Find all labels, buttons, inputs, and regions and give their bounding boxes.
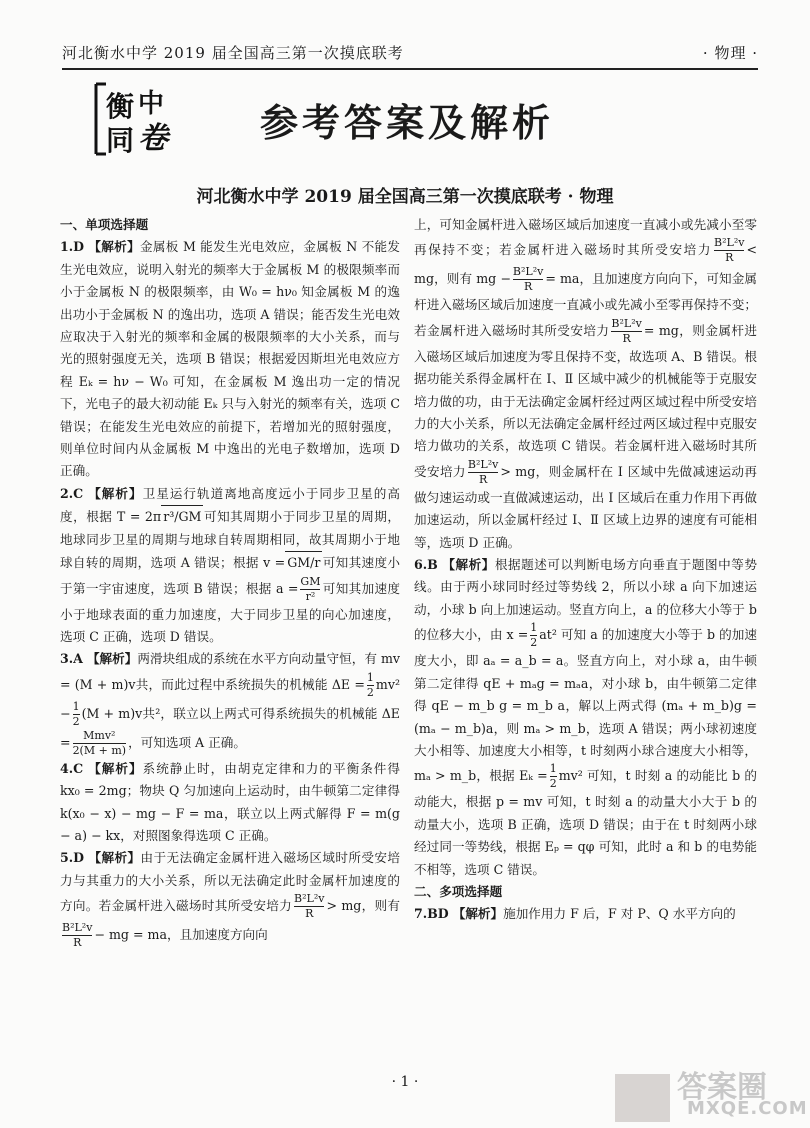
q6-frac1: $\frac{1}{2}$	[530, 621, 538, 650]
watermark-url: MXQE.COM	[687, 1098, 808, 1119]
section-multiple-choice: 二、多项选择题	[414, 883, 503, 899]
header-left: 河北衡水中学 2019 届全国高三第一次摸底联考	[62, 44, 404, 62]
q5b-text1: 上，可知金属杆进入磁场区域后加速度一直减小或先减小至零再保持不变；若金属杆进入磁场时其所受安培力	[414, 217, 757, 258]
q3-text1: 两滑块组成的系统在水平方向动量守恒，有 mv = (M + m)v共，而此过程中系统损失的机械能 ΔE =	[60, 651, 401, 692]
answer-q3	[60, 648, 400, 757]
q5b-text5: > mg，则金属杆在 Ⅰ 区域中先做减速运动再做匀速运动或一直做减速运动，出 Ⅰ 区域后在重力作用下再做加速运动，所以金属杆经过 Ⅰ、Ⅱ 区域上边界的速度有可能相等，选项 D 正确。	[414, 463, 757, 550]
answer-q2	[60, 483, 400, 648]
watermark	[615, 1062, 808, 1122]
right-column	[414, 214, 757, 926]
q3-number: 3.A	[60, 651, 83, 667]
answer-q6	[414, 554, 757, 881]
main-title: 参考答案及解析	[260, 101, 555, 145]
q5-text1: 由于无法确定金属杆进入磁场区域时所受安培力与其重力的大小关系，所以无法确定此时金属杆加速度的方向。若金属杆进入磁场时其所受安培力	[60, 850, 400, 914]
q3-text4: ，可知选项 A 正确。	[128, 734, 246, 750]
q6-text3: mv² 可知，t 时刻 a 的动能比 b 的动能大，根据 p = mv 可知，t 时刻 a 的动量大小大于 b 的动量大小，选项 B 正确，选项 D 错误；由于在 t 时刻两小球经过同一等势线，根据 Eₚ = qφ 可知，此时 a 和 b 的电势能不相等，选项 C 错误。	[414, 768, 757, 877]
q3-frac1: $\frac{1}{2}$	[366, 670, 374, 699]
q2-text1: 卫星运行轨道离地高度远小于同步卫星的高度，根据 T = 2π	[60, 485, 400, 525]
q7-tag: 【解析】	[452, 906, 504, 922]
q2-frac: $\frac{GM}{\text{r²}}$	[300, 574, 321, 603]
q3-frac3: $\frac{\text{Mmv²}}{2(M + m)}$	[72, 728, 127, 757]
q5b-frac1: $\frac{\text{B²L²v}}{R}$	[714, 236, 745, 265]
q4-number: 4.C	[60, 760, 84, 776]
q3-tag: 【解析】	[86, 651, 138, 667]
q5b-text4: = mg，则金属杆进入磁场区域后加速度为零且保持不变，故选项 A、B 错误。根据功能关系得金属杆在 Ⅰ、Ⅱ 区域中减少的机械能等于克服安培力做的功，由于无法确定金属杆经过两区域过程中所受安培力的大小关系，所以无法确定金属杆经过两区域过程中克服安培力做功的关系，故选项 C 错误。若金属杆进入磁场时其所受安培力	[414, 322, 758, 479]
svg-text:衡: 衡	[106, 90, 135, 123]
q2-number: 2.C	[60, 485, 84, 501]
answer-q7	[414, 903, 757, 925]
q2-text3: 可知其速度小于第一宇宙速度，选项 B 错误；根据 a =	[60, 555, 401, 596]
q2-sqrt2: GM/r	[285, 551, 322, 574]
q6-number: 6.B	[414, 557, 438, 573]
watermark-text: 答案圈	[677, 1070, 767, 1105]
q3-text3: (M + m)v共²，联立以上两式可得系统损失的机械能 ΔE =	[60, 705, 400, 750]
q5b-text2: < mg，则有 mg −	[414, 242, 757, 287]
q6-tag: 【解析】	[442, 557, 495, 573]
q4-tag: 【解析】	[88, 760, 143, 776]
q7-text: 施加作用力 F 后，F 对 P、Q 水平方向的	[503, 906, 736, 922]
q5-text3: − mg = ma，且加速度方向向	[94, 927, 268, 943]
q5-frac2: $\frac{\text{B²L²v}}{R}$	[62, 921, 93, 950]
q1-tag: 【解析】	[88, 239, 140, 255]
q6-text1: 根据题述可以判断电场方向垂直于题图中等势线。由于两小球同时经过等势线 2，所以小球 a 向下加速运动，小球 b 向上加速运动。竖直方向上，a 的位移大小等于 b 的位移大小，由 x =	[414, 557, 757, 643]
q5-tag: 【解析】	[88, 850, 141, 866]
page-number: · 1 ·	[391, 1074, 419, 1090]
answer-q1	[60, 236, 400, 482]
q2-text4: 可知其加速度小于地球表面的重力加速度，大于同步卫星的向心加速度，选项 C 正确，选项 D 错误。	[60, 580, 401, 644]
svg-text:同: 同	[106, 124, 135, 157]
q5b-frac4: $\frac{\text{B²L²v}}{R}$	[467, 457, 499, 486]
watermark-box	[615, 1074, 670, 1122]
q3-text2: mv² −	[60, 676, 400, 721]
q1-number: 1.D	[60, 239, 85, 255]
subtitle: 河北衡水中学 2019 届全国高三第一次摸底联考 · 物理	[196, 187, 614, 207]
q6-frac2: $\frac{1}{2}$	[549, 762, 557, 791]
left-column	[60, 214, 400, 950]
section-single-choice: 一、单项选择题	[60, 217, 149, 232]
page-header	[62, 40, 758, 70]
q5b-frac3: $\frac{\text{B²L²v}}{R}$	[611, 316, 642, 345]
answer-q5	[60, 847, 400, 950]
svg-text:卷: 卷	[138, 121, 168, 156]
header-right: · 物理 ·	[702, 44, 758, 62]
q2-tag: 【解析】	[88, 485, 143, 501]
answer-q4	[60, 758, 400, 848]
q5-number: 5.D	[60, 850, 85, 866]
q3-frac2: $\frac{1}{2}$	[72, 699, 80, 728]
q2-text2: 可知其周期小于同步卫星的周期，地球同步卫星的周期与地球自转周期相同，故其周期小于地球自转的周期，选项 A 错误；根据 v =	[60, 509, 400, 571]
q5-frac1: $\frac{\text{B²L²v}}{R}$	[294, 892, 325, 921]
q1-text: 金属板 M 能发生光电效应，金属板 N 不能发生光电效应，说明入射光的频率大于金属板 M 的极限频率而小于金属板 N 的极限频率，由 W₀ = hν₀ 知金属板 M 的逸出功小于金属板 N 的逸出功，选项 A 错误；能否发生光电效应取决于入射光的频率和金属的极限频率的大小关系，而与光的照射强度无关，选项 B 错误；根据爱因斯坦光电效应方程 Eₖ = hν − W₀ 可知，在金属板 M 逸出功一定的情况下，光电子的最大初动能 Eₖ 只与入射光的频率有关，选项 C 错误；在能发生光电效应的前提下，若增加光的照射强度，则单位时间内从金属板 M 中逸出的光电子数增加，选项 D 正确。	[60, 239, 400, 479]
svg-text:中: 中	[138, 89, 165, 119]
q7-number: 7.BD	[414, 906, 449, 922]
logo-seal	[92, 80, 182, 158]
q5b-frac2: $\frac{\text{B²L²v}}{R}$	[512, 265, 544, 294]
q2-sqrt1: r³/GM	[161, 505, 203, 528]
answer-q5-continued	[414, 214, 757, 554]
q4-text: 系统静止时，由胡克定律和力的平衡条件得 kx₀ = 2mg；物块 Q 匀加速向上运动时，由牛顿第二定律得 k(x₀ − x) − mg − F = ma，联立以上两式解得 F = m(g − a) − kx，对照图象得选项 C 正确。	[60, 760, 400, 843]
q5-text2: > mg，则有	[326, 898, 400, 914]
q5b-text3: = ma，且加速度方向向下，可知金属杆进入磁场区域后加速度一直减小或先减小至零再保持不变；若金属杆进入磁场时其所受安培力	[414, 271, 757, 338]
q6-text2: at² 可知 a 的加速度大小等于 b 的加速度大小，即 aₐ = a_b = a。竖直方向上，对小球 a，由牛顿第二定律得 qE + mₐg = mₐa，对小球 b，由牛顿第二定律得 qE − m_b g = m_b a，解以上两式得 (mₐ + m_b)g = (mₐ − m_b)a，则 mₐ > m_b，选项 A 错误；两小球初速度大小相等、加速度大小相等，t 时刻两小球合速度大小相等，mₐ > m_b，根据 Eₖ =	[414, 627, 757, 784]
